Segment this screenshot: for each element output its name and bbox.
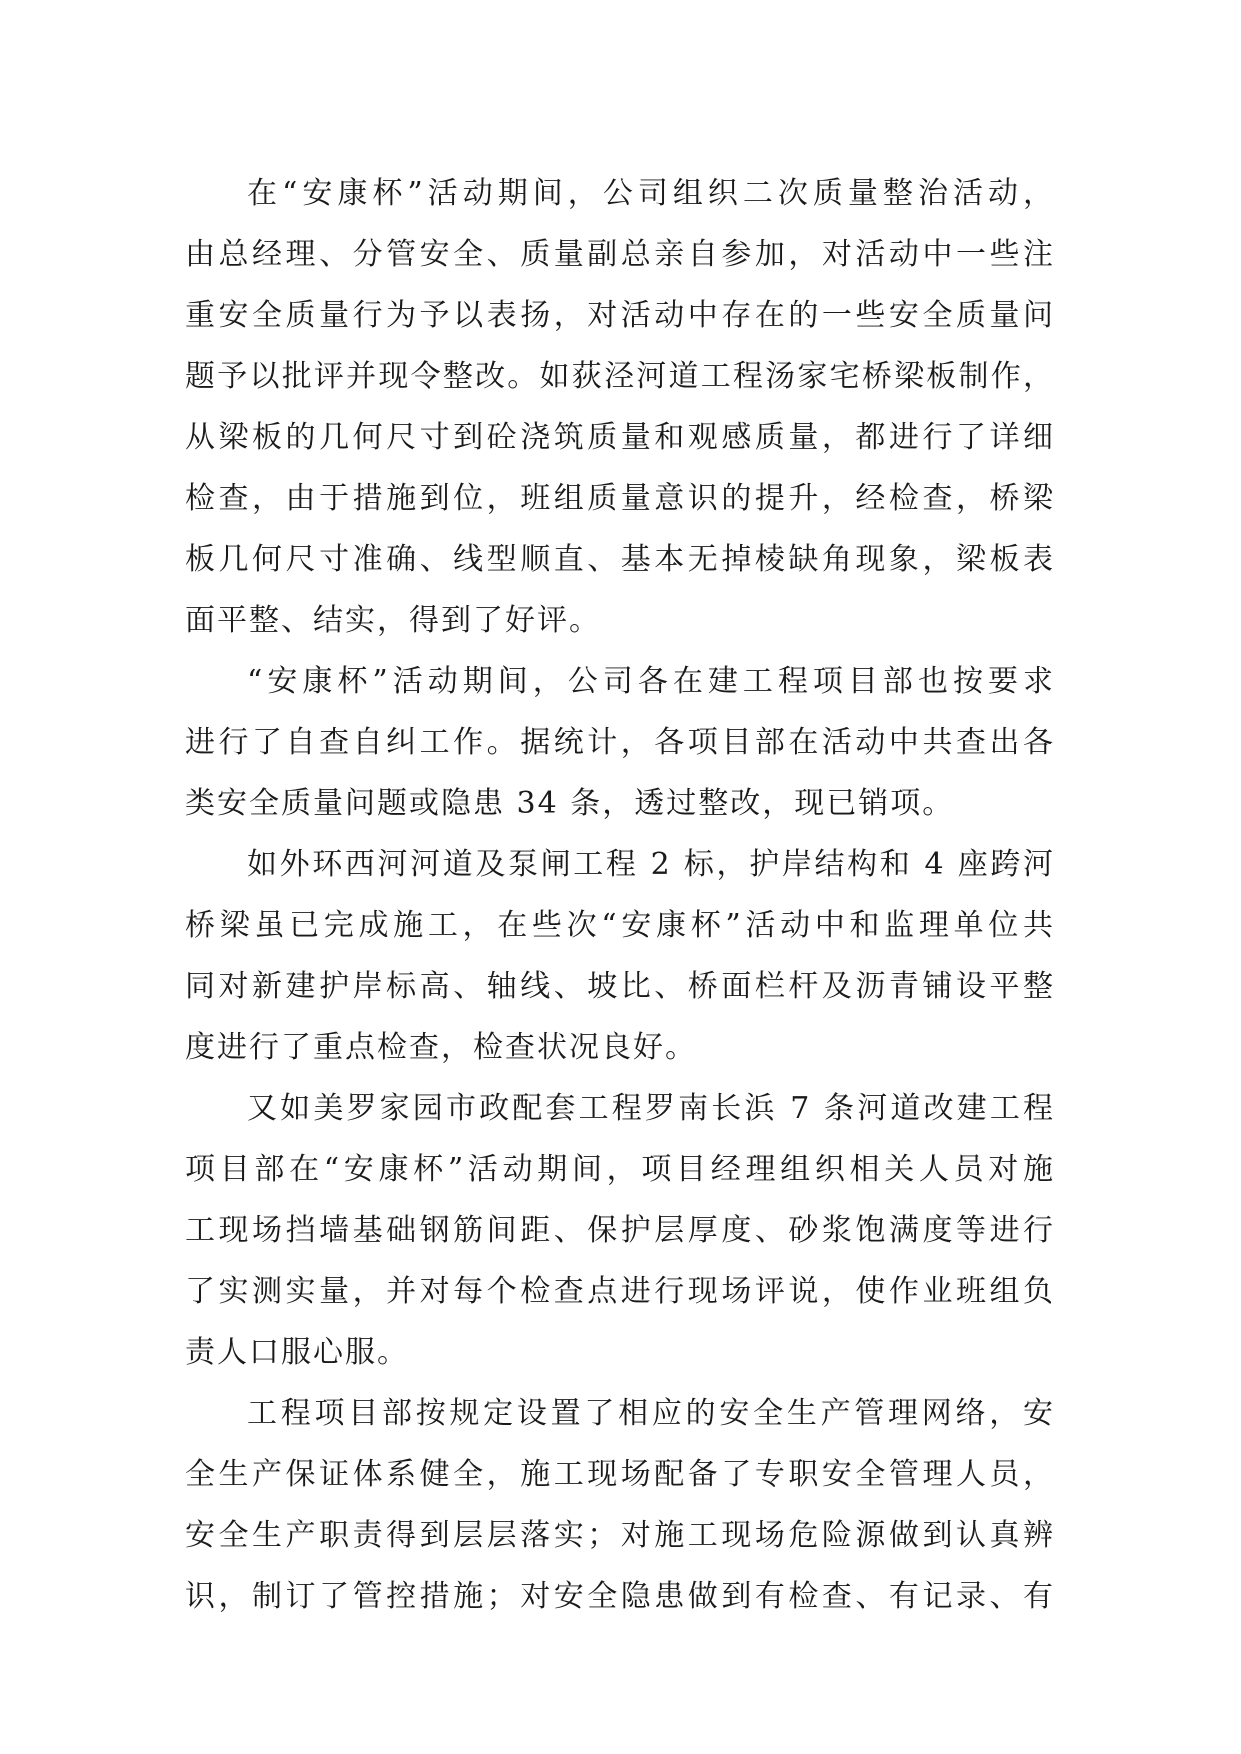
text-line: 了实测实量，并对每个检查点进行现场评说，使作业班组负 bbox=[185, 1274, 1055, 1309]
text-line: 类安全质量问题或隐患 34 条，透过整改，现已销项。 bbox=[185, 786, 955, 821]
text-line: 检查，由于措施到位，班组质量意识的提升，经检查，桥梁 bbox=[185, 481, 1055, 516]
text-line: 在“安康杯”活动期间，公司组织二次质量整治活动， bbox=[247, 176, 1055, 211]
text-line: 全生产保证体系健全，施工现场配备了专职安全管理人员， bbox=[185, 1457, 1055, 1492]
text-line: 识，制订了管控措施；对安全隐患做到有检查、有记录、有 bbox=[185, 1579, 1055, 1614]
text-line: 进行了自查自纠工作。据统计，各项目部在活动中共查出各 bbox=[185, 725, 1055, 760]
text-line: 面平整、结实，得到了好评。 bbox=[185, 603, 601, 638]
text-line: 又如美罗家园市政配套工程罗南长浜 7 条河道改建工程 bbox=[247, 1091, 1055, 1126]
paragraph bbox=[185, 1078, 1055, 1383]
text-line: 如外环西河河道及泵闸工程 2 标，护岸结构和 4 座跨河 bbox=[247, 847, 1055, 882]
text-line: 工现场挡墙基础钢筋间距、保护层厚度、砂浆饱满度等进行 bbox=[185, 1213, 1055, 1248]
paragraph bbox=[185, 1383, 1055, 1627]
text-line: 责人口服心服。 bbox=[185, 1335, 409, 1370]
text-line: 由总经理、分管安全、质量副总亲自参加，对活动中一些注 bbox=[185, 237, 1055, 272]
document-body bbox=[185, 163, 1055, 1627]
paragraph bbox=[185, 834, 1055, 1078]
paragraph bbox=[185, 651, 1055, 834]
text-line: 桥梁虽已完成施工，在些次“安康杯”活动中和监理单位共 bbox=[185, 908, 1055, 943]
text-line: 题予以批评并现令整改。如荻泾河道工程汤家宅桥梁板制作， bbox=[185, 359, 1055, 394]
text-line: 安全生产职责得到层层落实；对施工现场危险源做到认真辨 bbox=[185, 1518, 1055, 1553]
text-line: 项目部在“安康杯”活动期间，项目经理组织相关人员对施 bbox=[185, 1152, 1055, 1187]
text-line: 同对新建护岸标高、轴线、坡比、桥面栏杆及沥青铺设平整 bbox=[185, 969, 1055, 1004]
text-line: 度进行了重点检查，检查状况良好。 bbox=[185, 1030, 697, 1065]
text-line: 板几何尺寸准确、线型顺直、基本无掉棱缺角现象，梁板表 bbox=[185, 542, 1055, 577]
text-line: 从梁板的几何尺寸到砼浇筑质量和观感质量，都进行了详细 bbox=[185, 420, 1055, 455]
text-line: 工程项目部按规定设置了相应的安全生产管理网络，安 bbox=[247, 1396, 1055, 1431]
text-line: “安康杯”活动期间，公司各在建工程项目部也按要求 bbox=[247, 664, 1055, 699]
text-line: 重安全质量行为予以表扬，对活动中存在的一些安全质量问 bbox=[185, 298, 1055, 333]
paragraph bbox=[185, 163, 1055, 651]
